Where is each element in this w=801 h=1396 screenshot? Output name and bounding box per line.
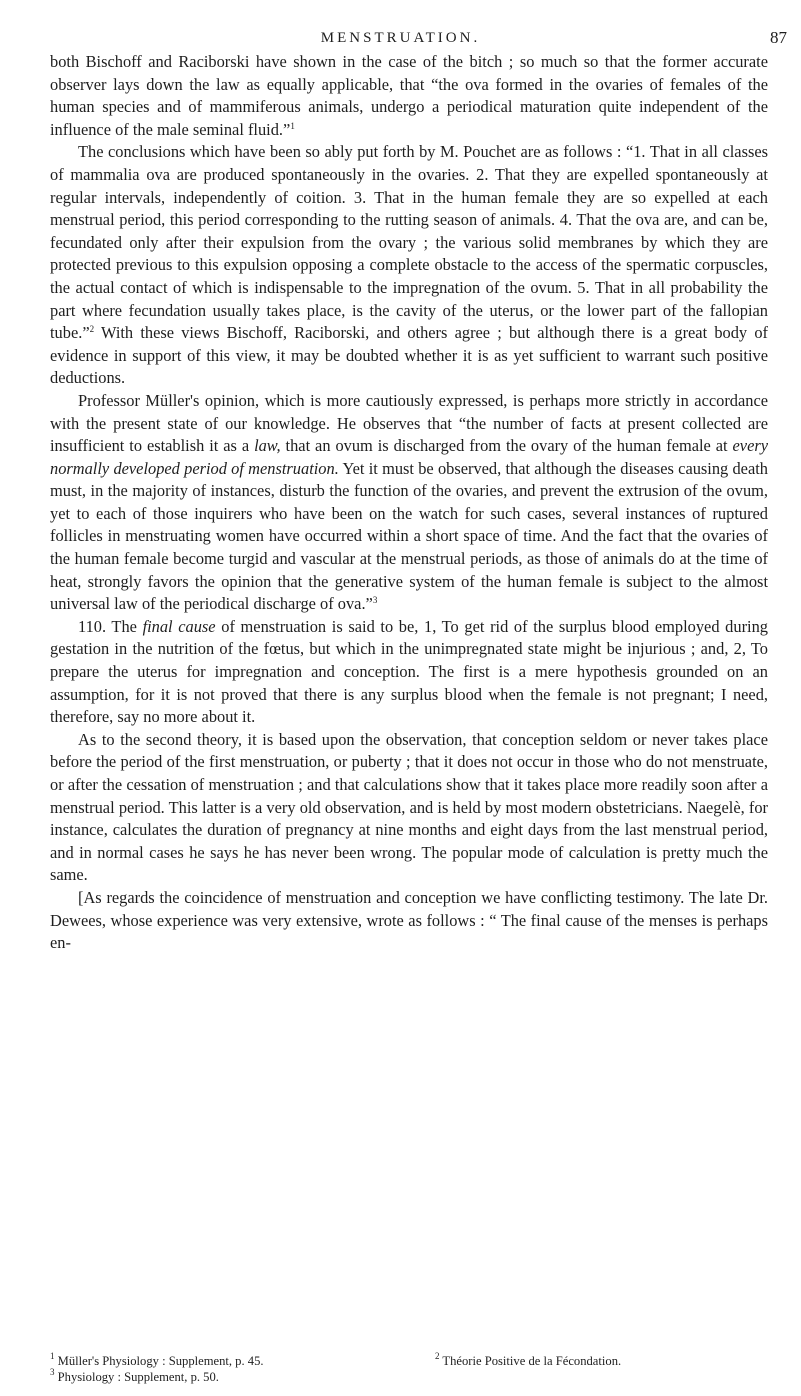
paragraph [50, 390, 768, 616]
footnotes [50, 1353, 768, 1385]
footnote-ref: 1 [290, 120, 295, 131]
footnote-ref: 2 [89, 324, 95, 335]
footnote [50, 1353, 435, 1369]
footnote-number: 3 [50, 1367, 55, 1377]
paragraph-text: both Bischoff and Raciborski have shown in the case of the bitch ; so much so that the former accurate observer lays down the law as equally applicable, that “the ova formed in the ovaries of females of the human species and of mammiferous animals, undergo a periodical maturation quite independent of the influence of the male seminal fluid.” [50, 52, 768, 139]
footnote-ref: 3 [372, 595, 378, 606]
page-number: 87 [770, 28, 787, 47]
paragraph [50, 616, 768, 729]
paragraph [50, 51, 768, 141]
paragraph [50, 887, 768, 955]
paragraph-text: 110. The [78, 616, 143, 636]
italic-text: final cause [142, 616, 216, 636]
running-title: MENSTRUATION. [320, 30, 481, 46]
paragraph-text: of menstruation is said to be, 1, To get rid of the surplus blood employed during gestation in the nutrition of the fœtus, but which in the unimpregnated state might be injurious ; and, 2, To prepare the uterus for impregnation and conception. The first is a mere hypothesis grounded on an assumption, for it is not proved that there is any surplus blood when the female is not pregnant; I need, therefore, say no more about it. [50, 616, 768, 727]
body-text [50, 51, 768, 955]
paragraph-text: Professor Müller's opinion, which is more cautiously expressed, is perhaps more strictly in accordance with the present state of our knowledge. He observes that “the number of facts at present collected are insufficient to establish it as a [50, 390, 768, 456]
paragraph-text: As to the second theory, it is based upon the observation, that conception seldom or never takes place before the period of the first menstruation, or puberty ; that it does not occur in those who do not menstruate, or after the cessation of menstruation ; and that calculations show that it takes place more readily soon after a menstrual period. This latter is a very old observation, and is held by most modern obstetricians. Naegelè, for instance, calculates the duration of pregnancy at nine months and eight days from the last menstrual period, and in normal cases he says he has never been wrong. The popular mode of calculation is pretty much the same. [50, 729, 768, 885]
paragraph-text: [As regards the coincidence of menstruation and conception we have conflicting testimony. The late Dr. Dewees, whose experience was very extensive, wrote as follows : “ The final cause of the menses is perhaps en- [50, 887, 768, 953]
italic-text: every normally developed period of menstruation. [50, 436, 768, 478]
paragraph-text: With these views Bischoff, Raciborski, and others agree ; but although there is a great body of evidence in support of this view, it may be doubted whether it is as yet sufficient to warrant such positive deductions. [50, 323, 768, 388]
paragraph-text: Yet it must be observed, that although the diseases causing death must, in the majority of instances, disturb the function of the ovaries, and prevent the extrusion of the ovum, yet to each of those inquirers who have been on the watch for such cases, several instances of ruptured follicles in menstruating women have occurred within a short space of time. And the fact that the ovaries of the human female become turgid and vascular at the menstrual periods, as those of animals do at the time of heat, strongly favors the opinion that the generative system of the human female is subject to the almost universal law of the periodical discharge of ova.” [50, 458, 768, 614]
footnote-text: Physiology : Supplement, p. 50. [54, 1370, 219, 1384]
footnote [435, 1353, 621, 1369]
paragraph-text: that an ovum is discharged from the ovary of the human female at [280, 436, 733, 456]
paragraph-text: The conclusions which have been so ably put forth by M. Pouchet are as follows : “1. That in all classes of mammalia ova are produced spontaneously in the ovaries. 2. That they are expelled spontaneously at regular intervals, independently of coition. 3. That in the human female they are so expelled at each menstrual period, this period corresponding to the rutting season of animals. 4. That the ova are, and can be, fecundated only after their expulsion from the ovary ; the various solid membranes by which they are protected previous to this expulsion opposing a complete obstacle to the access of the spermatic corpuscles, the actual contact of which is indispensable to the impregnation of the ovum. 5. That in all probability the part where fecundation usually takes place, is the cavity of the uterus, or the lower part of the fallopian tube.” [50, 142, 768, 343]
footnote-number: 1 [50, 1351, 55, 1361]
paragraph [50, 141, 768, 390]
footnote-number: 2 [435, 1351, 440, 1361]
footnote [50, 1369, 768, 1385]
paragraph [50, 729, 768, 887]
italic-text: law, [254, 436, 281, 456]
footnote-text: Théorie Positive de la Fécondation. [439, 1354, 622, 1368]
footnote-text: Müller's Physiology : Supplement, p. 45. [54, 1354, 264, 1368]
